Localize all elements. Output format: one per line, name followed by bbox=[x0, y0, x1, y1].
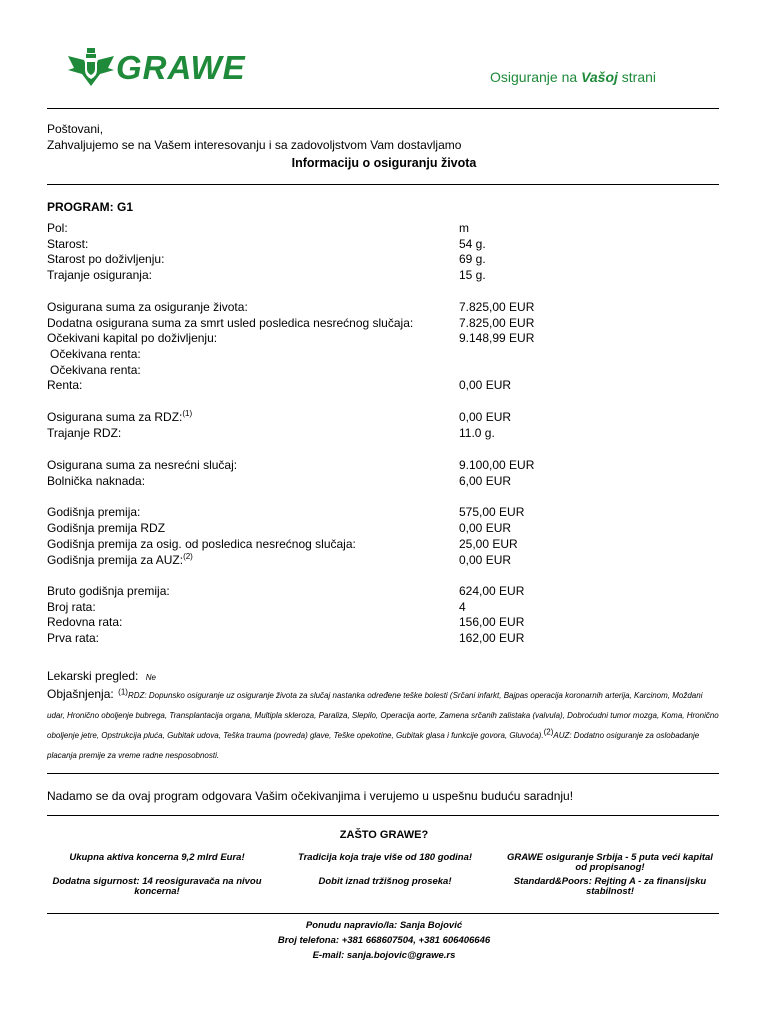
explanation-label: Objašnjenja: bbox=[47, 687, 114, 701]
footer-phone: Broj telefona: +381 668607504, +381 606406646 bbox=[277, 935, 491, 946]
page-title: Informaciju o osiguranju života bbox=[291, 156, 477, 170]
why-title: ZAŠTO GRAWE? bbox=[339, 829, 429, 841]
medical-check-value: Ne bbox=[145, 673, 156, 682]
row-value-os-suma-nesreca: 9.100,00 EUR bbox=[459, 458, 535, 472]
row-label-os-suma-nesreca: Osigurana suma za nesrećni slučaj: bbox=[47, 458, 238, 472]
grawe-emblem-icon bbox=[68, 48, 114, 86]
row-label-dodatna-suma: Dodatna osigurana suma za smrt usled posledica nesrećnog slučaja: bbox=[47, 316, 414, 330]
row-label-god-premija-auz: Godišnja premija za AUZ:$^{(2)}$ bbox=[47, 552, 193, 567]
footnote-1: (1) bbox=[118, 687, 128, 697]
footnote-1-text: RDZ: Dopunsko osiguranje uz osiguranje života za slučaj nastanka određene teške bolesti (Srčani infarkt, Bajpas operacija koronarnih arterija, Karcinom, Moždani udar, Hronično obolјenje bubrega, Transplantacija organa, Multipla skleroza, Paraliza, Slepilo, Operacija aorte, Zamena srčanih zalistaka (valvula), Dobroćudni tumor mozga, Koma, Hronično oboljenje jetre, Opstrukcija pluća, Gubitak udova, Teška trauma (povreda) glave, Teške opekotine, Gubitak glasa i funkcije govora, Gluvoća). bbox=[47, 691, 719, 740]
slogan: Osiguranje na Vašoj strani bbox=[490, 69, 657, 85]
why-item: Dodatna sigurnost: 14 reosiguravača na nivou koncerna! bbox=[52, 876, 262, 897]
row-value-bruto: 624,00 EUR bbox=[459, 584, 525, 598]
row-label-os-suma-rdz: Osigurana suma za RDZ:$^{(1)}$ bbox=[47, 409, 193, 424]
medical-check: Lekarski pregled: Ne bbox=[47, 669, 156, 683]
row-label-god-premija-rdz: Godišnja premija RDZ bbox=[47, 521, 166, 535]
row-label-os-suma-zivot: Osigurana suma za osiguranje života: bbox=[47, 300, 248, 314]
row-value-trajanje: 15 g. bbox=[459, 268, 486, 282]
row-value-os-suma-rdz: 0,00 EUR bbox=[459, 410, 512, 424]
row-label-redovna-rata: Redovna rata: bbox=[47, 615, 123, 629]
row-value-ocekivani-kapital: 9.148,99 EUR bbox=[459, 331, 535, 345]
row-value-god-premija-nesreca: 25,00 EUR bbox=[459, 537, 518, 551]
why-item: Dobit iznad tržišnog proseka! bbox=[318, 876, 452, 887]
why-item: Standard&Poors: Rejting A - za finansijsku stabilnost! bbox=[513, 876, 707, 897]
program-title: PROGRAM: G1 bbox=[47, 200, 134, 214]
row-label-ocekivani-kapital: Očekivani kapital po doživljenju: bbox=[47, 331, 218, 345]
row-value-bolnicka: 6,00 EUR bbox=[459, 474, 512, 488]
row-value-redovna-rata: 156,00 EUR bbox=[459, 615, 525, 629]
footnote-2-text: AUZ: Dodatno osiguranje za oslobadanje placanja premije za vreme radne nesposobnosti. bbox=[47, 731, 700, 760]
row-value-pol: m bbox=[459, 221, 469, 235]
row-label-bruto: Bruto godišnja premija: bbox=[47, 584, 170, 598]
row-value-renta: 0,00 EUR bbox=[459, 378, 512, 392]
row-value-god-premija: 575,00 EUR bbox=[459, 505, 525, 519]
footnote-ref-2: (2) bbox=[183, 552, 193, 561]
divider bbox=[47, 773, 719, 774]
row-label-renta: Renta: bbox=[47, 378, 83, 392]
footer-email[interactable]: E-mail: sanja.bojovic@grawe.rs bbox=[312, 950, 456, 961]
footnote-2: (2) bbox=[543, 727, 554, 737]
why-item: GRAWE osiguranje Srbija - 5 puta veći kapital od propisanog! bbox=[507, 852, 713, 873]
row-label-ocekivana-renta: Očekivana renta: bbox=[50, 363, 141, 377]
row-value-prva-rata: 162,00 EUR bbox=[459, 631, 525, 645]
row-label-trajanje: Trajanje osiguranja: bbox=[47, 268, 152, 282]
row-value-god-premija-rdz: 0,00 EUR bbox=[459, 521, 512, 535]
logo-wordmark: GRAWE bbox=[116, 49, 246, 86]
row-label-bolnicka: Bolnička naknada: bbox=[47, 474, 146, 488]
row-label-pol: Pol: bbox=[47, 221, 68, 235]
divider bbox=[47, 815, 719, 816]
row-label-god-premija-nesreca: Godišnja premija za osig. od posledica nesrećnog slučaja: bbox=[47, 537, 356, 551]
greeting: Poštovani, bbox=[47, 122, 104, 136]
row-value-dodatna-suma: 7.825,00 EUR bbox=[459, 316, 535, 330]
divider bbox=[47, 108, 719, 109]
row-label-starost-dozivljenje: Starost po doživljenju: bbox=[47, 252, 165, 266]
footer-author: Ponudu napravio/la: Sanja Bojović bbox=[305, 920, 463, 931]
row-label-god-premija: Godišnja premija: bbox=[47, 505, 141, 519]
row-value-starost-dozivljenje: 69 g. bbox=[459, 252, 486, 266]
row-label-starost: Starost: bbox=[47, 237, 89, 251]
row-label-prva-rata: Prva rata: bbox=[47, 631, 100, 645]
footnote-ref-1: (1) bbox=[182, 409, 193, 418]
row-value-os-suma-zivot: 7.825,00 EUR bbox=[459, 300, 535, 314]
row-label-broj-rata: Broj rata: bbox=[47, 600, 96, 614]
row-value-god-premija-auz: 0,00 EUR bbox=[459, 553, 512, 567]
why-item: Tradicija koja traje više od 180 godina! bbox=[297, 852, 473, 863]
grawe-logo bbox=[68, 48, 246, 86]
closing-text: Nadamo se da ovaj program odgovara Vašim očekivanjima i verujemo u uspešnu buduću saradnju! bbox=[47, 789, 574, 803]
why-item: Ukupna aktiva koncerna 9,2 mlrd Eura! bbox=[69, 852, 245, 863]
explanation bbox=[47, 684, 719, 766]
divider bbox=[47, 913, 719, 914]
row-label-trajanje-rdz: Trajanje RDZ: bbox=[47, 426, 122, 440]
row-value-trajanje-rdz: 11.0 g. bbox=[459, 426, 495, 440]
row-value-starost: 54 g. bbox=[459, 237, 486, 251]
row-value-broj-rata: 4 bbox=[459, 600, 466, 614]
row-label-ocekivana-renta: Očekivana renta: bbox=[50, 347, 141, 361]
intro-line: Zahvaljujemo se na Vašem interesovanju i sa zadovoljstvom Vam dostavljamo bbox=[47, 138, 462, 152]
divider bbox=[47, 184, 719, 185]
